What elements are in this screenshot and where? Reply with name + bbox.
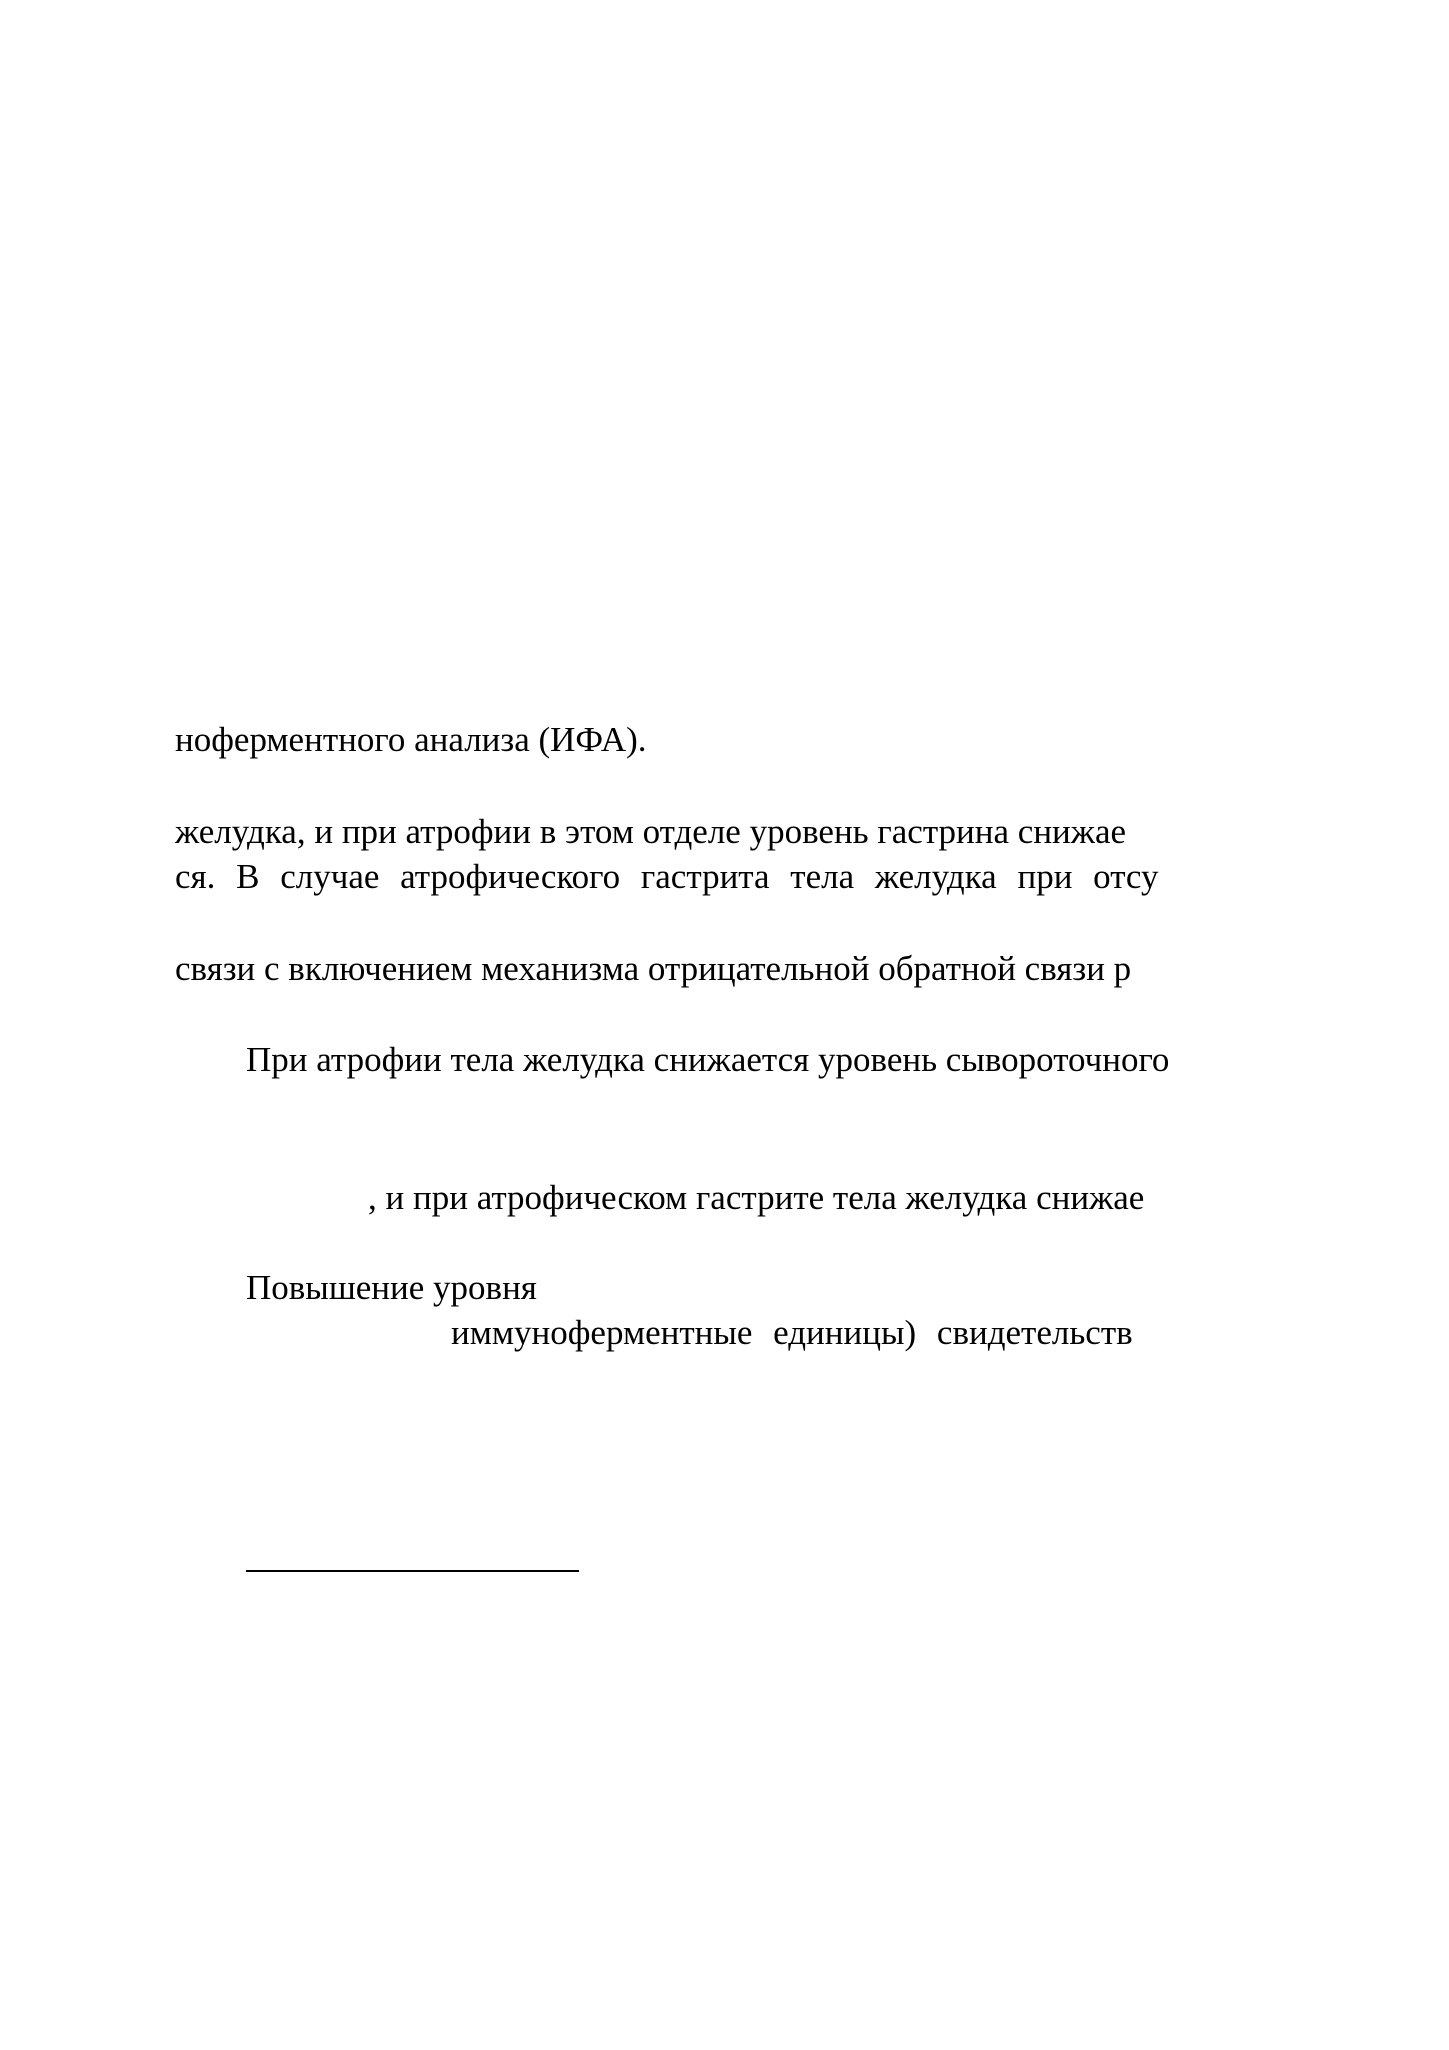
footnote-separator bbox=[246, 1570, 579, 1572]
text-line-6: , и при атрофическом гастрите тела желудка снижае bbox=[368, 1178, 1145, 1217]
text-line-5: При атрофии тела желудка снижается уровень сывороточного bbox=[246, 1040, 1170, 1079]
text-line-1: ноферментного анализа (ИФА). bbox=[175, 720, 647, 759]
text-line-2: желудка, и при атрофии в этом отделе уровень гастрина снижае bbox=[175, 812, 1127, 851]
text-line-4: связи с включением механизма отрицательной обратной связи р bbox=[175, 949, 1132, 988]
text-line-7: Повышение уровня bbox=[246, 1268, 537, 1307]
text-line-8: иммуноферментные единицы) свидетельств bbox=[451, 1313, 1133, 1352]
text-line-3: ся. В случае атрофического гастрита тела желудка при отсу bbox=[175, 857, 1159, 896]
